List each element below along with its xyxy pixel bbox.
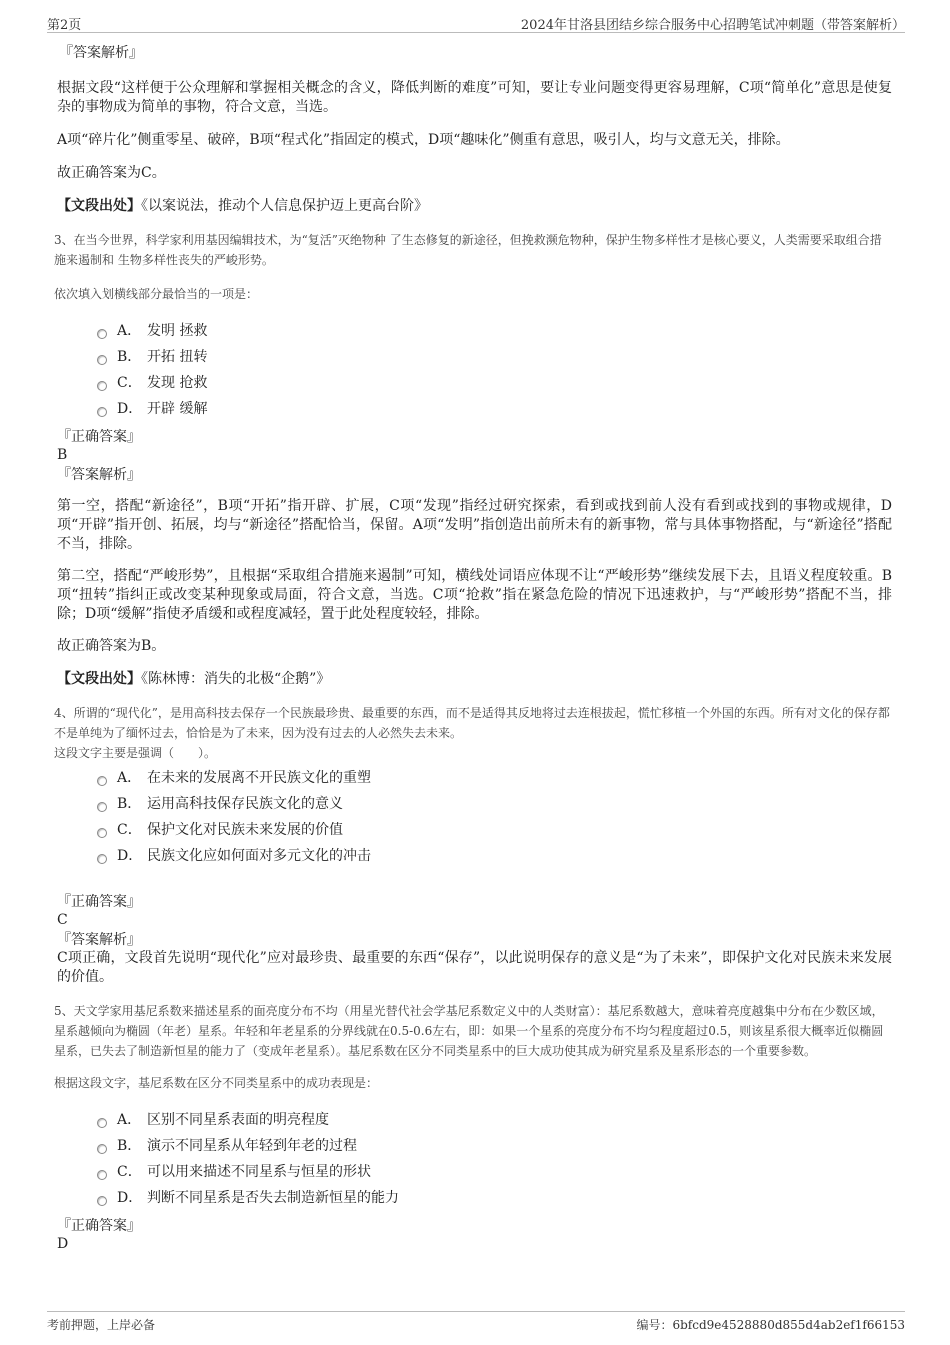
q2-source: [57, 197, 892, 216]
page-header: [47, 10, 905, 33]
q3-analysis-p3: 故正确答案为B。: [57, 638, 166, 654]
q3-options: [97, 318, 892, 422]
q3-answer-label: 『正确答案』: [57, 429, 141, 445]
q5-options: [97, 1107, 892, 1211]
radio-icon[interactable]: [97, 381, 107, 391]
q4-options: [97, 765, 892, 869]
q5-option-c[interactable]: C． 可以用来描述不同星系与恒星的形状: [97, 1159, 892, 1185]
q5-option-a[interactable]: A． 区别不同星系表面的明亮程度: [97, 1107, 892, 1133]
q5-prompt: 根据这段文字，基尼系数在区分不同类星系中的成功表现是：: [54, 1076, 379, 1090]
footer-slogan: 考前押题，上岸必备: [47, 1318, 156, 1332]
document-title: 2024年甘洛县团结乡综合服务中心招聘笔试冲刺题（带答案解析）: [520, 18, 905, 33]
q3-answer: B: [57, 447, 68, 463]
q4-answer: C: [57, 912, 68, 928]
q3-source-text: 《陈林博：消失的北极“企鹅”》: [141, 671, 331, 687]
radio-icon[interactable]: [97, 1144, 107, 1154]
q4-option-a[interactable]: A． 在未来的发展离不开民族文化的重塑: [97, 765, 892, 791]
q3-option-b[interactable]: B． 开拓 扭转: [97, 344, 892, 370]
radio-icon[interactable]: [97, 776, 107, 786]
q2-source-label: 【文段出处】: [57, 198, 141, 214]
page-footer: [47, 1311, 905, 1336]
q4-prompt: 这段文字主要是强调（ ）。: [54, 746, 217, 760]
q5-option-b[interactable]: B． 演示不同星系从年轻到年老的过程: [97, 1133, 892, 1159]
q3-option-a[interactable]: A． 发明 拯救: [97, 318, 892, 344]
q3-prompt: 依次填入划横线部分最恰当的一项是：: [54, 287, 259, 301]
radio-icon[interactable]: [97, 407, 107, 417]
q3-option-c[interactable]: C． 发现 抢救: [97, 370, 892, 396]
q2-analysis-p1: 根据文段“这样便于公众理解和掌握相关概念的含义，降低判断的难度”可知，要让专业问题变得更容易理解，C项“简单化”意思是使复杂的事物成为简单的事物，符合文意，当选。: [57, 80, 892, 115]
q4-option-b[interactable]: B． 运用高科技保存民族文化的意义: [97, 791, 892, 817]
q4-option-d[interactable]: D． 民族文化应如何面对多元文化的冲击: [97, 843, 892, 869]
radio-icon[interactable]: [97, 1196, 107, 1206]
radio-icon[interactable]: [97, 802, 107, 812]
radio-icon[interactable]: [97, 1170, 107, 1180]
q3-stem: 3、在当今世界，科学家利用基因编辑技术，为“复活”灭绝物种 了生态修复的新途径，但挽救濒危物种，保护生物多样性才是核心要义，人类需要采取组合措施来遏制和 生物多样性丧失的严峻形势。: [54, 233, 882, 267]
q2-analysis-p3: 故正确答案为C。: [57, 165, 166, 181]
q3-source: [57, 670, 892, 689]
radio-icon[interactable]: [97, 355, 107, 365]
q5-answer-label: 『正确答案』: [57, 1218, 141, 1234]
q3-analysis-label: 『答案解析』: [57, 467, 141, 483]
q5-option-d[interactable]: D． 判断不同星系是否失去制造新恒星的能力: [97, 1185, 892, 1211]
q5-answer: D: [57, 1236, 69, 1252]
radio-icon[interactable]: [97, 329, 107, 339]
q4-stem: 4、所谓的“现代化”，是用高科技去保存一个民族最珍贵、最重要的东西，而不是适得其反地将过去连根拔起，慌忙移植一个外国的东西。所有对文化的保存都不是单纯为了缅怀过去，恰恰是为了未来，因为没有过去的人必然失去未来。: [54, 706, 890, 740]
document-code: 编号：6bfcd9e4528880d855d4ab2ef1f66153: [636, 1318, 905, 1332]
radio-icon[interactable]: [97, 1118, 107, 1128]
q4-analysis-label: 『答案解析』: [57, 932, 141, 948]
page-content: [54, 44, 892, 1253]
q5-stem: 5、天文学家用基尼系数来描述星系的面亮度分布不均（用星光替代社会学基尼系数定义中的人类财富）：基尼系数越大，意味着亮度越集中分布在少数区域，星系越倾向为椭圆（年老）星系。年轻和年老星系的分界线就在0.5-0.6左右，即：如果一个星系的亮度分布不均匀程度超过0.5，则该星系很大概率近似椭圆星系，已失去了制造新恒星的能力了（变成年老星系）。基尼系数在区分不同类星系中的巨大成功使其成为研究星系及星系形态的一个重要参数。: [54, 1004, 884, 1058]
q4-answer-label: 『正确答案』: [57, 894, 141, 910]
q2-analysis-label: 『答案解析』: [59, 45, 143, 61]
radio-icon[interactable]: [97, 854, 107, 864]
page-number: 第2页: [47, 18, 82, 33]
q4-analysis: C项正确，文段首先说明“现代化”应对最珍贵、最重要的东西“保存”，以此说明保存的意义是“为了未来”，即保护文化对民族未来发展的价值。: [57, 950, 892, 985]
q3-option-d[interactable]: D． 开辟 缓解: [97, 396, 892, 422]
q3-analysis-p1: 第一空，搭配“新途径”，B项“开拓”指开辟、扩展，C项“发现”指经过研究探索，看到或找到前人没有看到或找到的事物或规律，D项“开辟”指开创、拓展，均与“新途径”搭配恰当，保留。A项“发明”指创造出前所未有的新事物，常与具体事物搭配，与“新途径”搭配不当，排除。: [57, 498, 892, 552]
q4-option-c[interactable]: C． 保护文化对民族未来发展的价值: [97, 817, 892, 843]
q2-analysis-p2: A项“碎片化”侧重零星、破碎，B项“程式化”指固定的模式，D项“趣味化”侧重有意思，吸引人，均与文意无关，排除。: [57, 132, 790, 148]
q2-source-text: 《以案说法，推动个人信息保护迈上更高台阶》: [141, 198, 428, 214]
q3-analysis-p2: 第二空，搭配“严峻形势”，且根据“采取组合措施来遏制”可知，横线处词语应体现不让“严峻形势”继续发展下去，且语义程度较重。B项“扭转”指纠正或改变某种现象或局面，符合文意，当选。C项“抢救”指在紧急危险的情况下迅速救护，与“严峻形势”搭配不当，排除；D项“缓解”指使矛盾缓和或程度减轻，置于此处程度较轻，排除。: [57, 568, 892, 622]
radio-icon[interactable]: [97, 828, 107, 838]
q3-source-label: 【文段出处】: [57, 671, 141, 687]
